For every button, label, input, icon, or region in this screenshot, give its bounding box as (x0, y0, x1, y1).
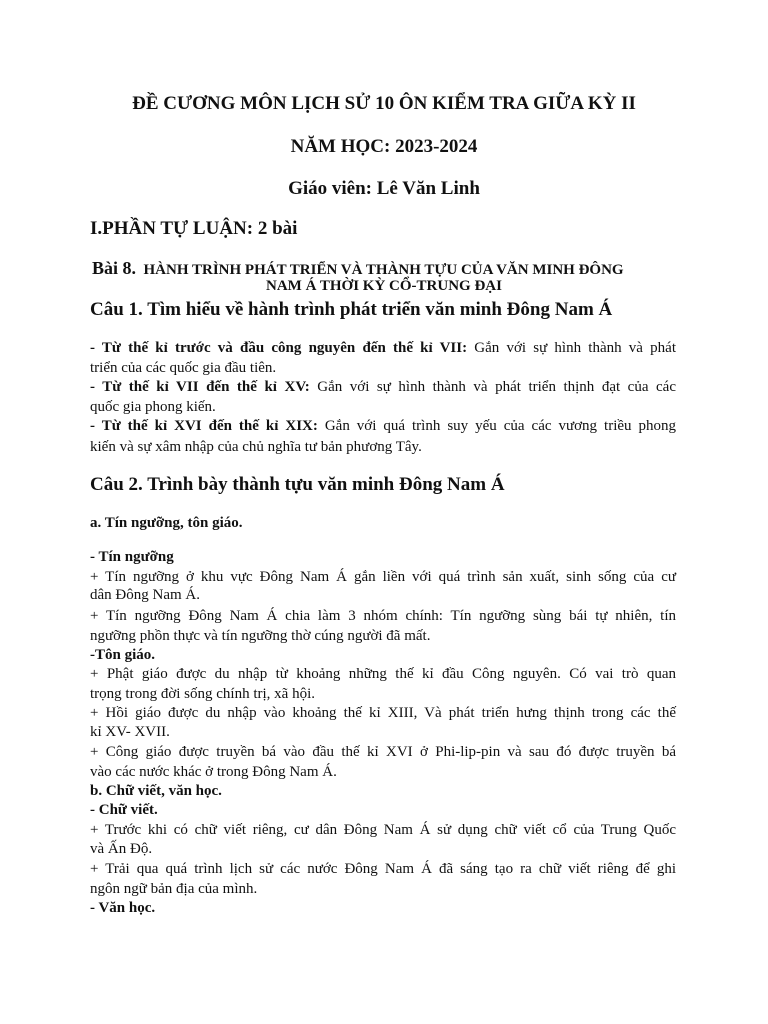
text-line (90, 859, 676, 879)
school-year: NĂM HỌC: 2023-2024 (290, 136, 478, 157)
q1-p1-label: - Từ thế kỉ trước và đầu công nguyên đến thế kỉ VII: (90, 340, 468, 356)
teacher-name: Giáo viên: Lê Văn Linh (288, 178, 480, 199)
tin-nguong-text: - Tín ngưỡng (90, 549, 174, 565)
text-line-4: ngưỡng phồn thực và tín ngưỡng thờ cúng người đã mất. (90, 628, 431, 644)
text-line-11: + Trước khi có chữ viết riêng, cư dân Đông Nam Á sử dụng chữ viết cổ của Trung Quốc (90, 822, 676, 838)
text-line (90, 703, 676, 723)
text-line-1: + Tín ngưỡng ở khu vực Đông Nam Á gắn liền với quá trình sản xuất, sinh sống của cư (90, 569, 676, 585)
q1-p1-continued: triển của các quốc gia đầu tiên. (90, 360, 277, 376)
text-line-9: + Công giáo được truyền bá vào đầu thế kỉ XVI ở Phi-lip-pin và sau đó được truyền bá (90, 744, 676, 760)
lesson-title-line2: NAM Á THỜI KỲ CỔ-TRUNG ĐẠI (266, 278, 502, 294)
text-line-10: vào các nước khác ở trong Đông Nam Á. (90, 764, 337, 780)
q1-p3-continued: kiến và sự xâm nhập của chủ nghĩa tư bản phương Tây. (90, 439, 422, 455)
chu-viet-text: - Chữ viết. (90, 802, 158, 818)
text-line-3: + Tín ngưỡng Đông Nam Á chia làm 3 nhóm chính: Tín ngưỡng sùng bái tự nhiên, tín (90, 608, 676, 624)
q1-p2-label: - Từ thế kỉ VII đến thế kỉ XV: (90, 379, 310, 395)
section-heading: I.PHẦN TỰ LUẬN: 2 bài (90, 218, 298, 239)
text-line (90, 664, 676, 684)
subheading-a (90, 513, 243, 533)
q1-p3-text: Gắn với quá trình suy yếu của các vương triều phong (317, 418, 676, 434)
text-line-2: dân Đông Nam Á. (90, 587, 200, 603)
text-line (90, 567, 676, 587)
question-1-title: Câu 1. Tìm hiểu về hành trình phát triển văn minh Đông Nam Á (90, 299, 613, 320)
lesson-title-line1 (92, 258, 624, 279)
text-line-13: + Trải qua quá trình lịch sử các nước Đông Nam Á đã sáng tạo ra chữ viết riêng để ghi (90, 861, 676, 877)
q1-p2-text: Gắn với sự hình thành và phát triển thịnh đạt của các (309, 379, 676, 395)
text-line-5: + Phật giáo được du nhập từ khoảng những thế kỉ đầu Công nguyên. Có vai trò quan (90, 666, 676, 682)
text-line-12: và Ấn Độ. (90, 841, 153, 857)
text-line (90, 742, 676, 762)
subheading-b-text: b. Chữ viết, văn học. (90, 783, 222, 799)
text-line-7: + Hồi giáo được du nhập vào khoảng thế kỉ XIII, Và phát triển hưng thịnh trong các thế (90, 705, 676, 721)
text-line (90, 606, 676, 626)
lesson-title-text: HÀNH TRÌNH PHÁT TRIỂN VÀ THÀNH TỰU CỦA VĂN MINH ĐÔNG (143, 262, 624, 278)
tin-nguong-heading (90, 547, 174, 567)
q1-p1-text: Gắn với sự hình thành và phát (467, 340, 676, 356)
ton-giao-heading (90, 645, 155, 665)
document-title: ĐỀ CƯƠNG MÔN LỊCH SỬ 10 ÔN KIỂM TRA GIỮA KỲ II (132, 93, 636, 114)
question-2-title: Câu 2. Trình bày thành tựu văn minh Đông Nam Á (90, 474, 505, 495)
van-hoc-heading (90, 898, 155, 918)
text-line-8: kỉ XV- XVII. (90, 724, 170, 740)
text-line-6: trọng trong đời sống chính trị, xã hội. (90, 686, 315, 702)
text-line-14: ngôn ngữ bản địa của mình. (90, 881, 258, 897)
chu-viet-heading (90, 800, 158, 820)
q1-paragraph-1 (90, 338, 676, 358)
subheading-b (90, 781, 222, 801)
q1-p2-continued: quốc gia phong kiến. (90, 399, 216, 415)
q1-p3-label: - Từ thế kỉ XVI đến thế kỉ XIX: (90, 418, 318, 434)
subheading-a-text: a. Tín ngưỡng, tôn giáo. (90, 515, 243, 531)
lesson-number: Bài 8. (92, 258, 137, 278)
ton-giao-text: -Tôn giáo. (90, 647, 156, 663)
q1-paragraph-3 (90, 416, 676, 436)
van-hoc-text: - Văn học. (90, 900, 156, 916)
q1-paragraph-2 (90, 377, 676, 397)
text-line (90, 820, 676, 840)
